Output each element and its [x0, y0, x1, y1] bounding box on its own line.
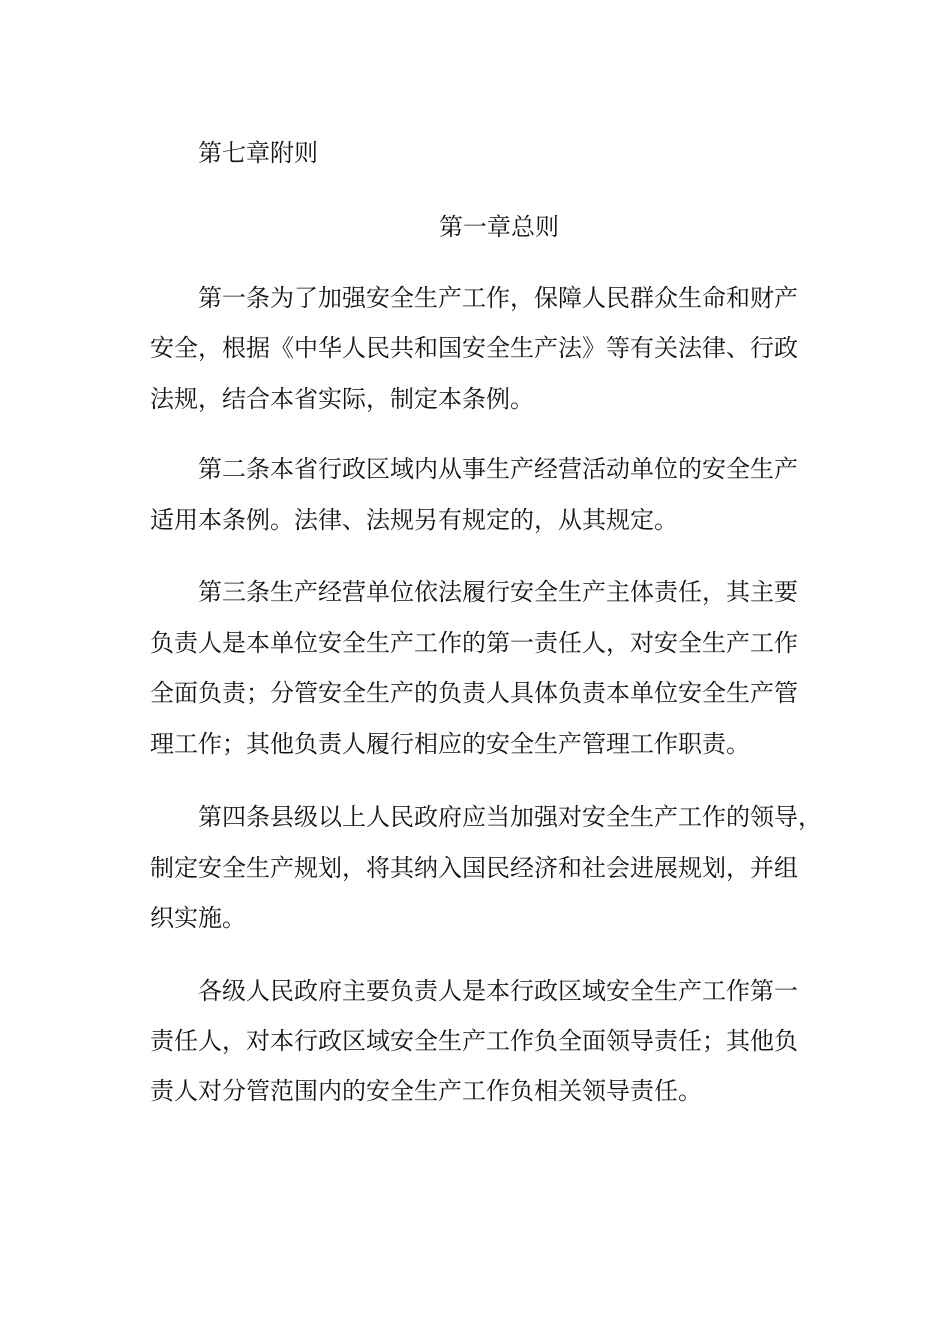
article-2-line-2: 适用本条例。法律、法规另有规定的，从其规定。 [150, 506, 678, 534]
chapter-seven-heading: 第七章附则 [198, 139, 318, 167]
article-4-line-2: 制定安全生产规划，将其纳入国民经济和社会进展规划，并组 [150, 854, 798, 882]
paragraph-5-line-2: 责任人，对本行政区域安全生产工作负全面领导责任；其他负 [150, 1027, 798, 1055]
article-3-line-4: 理工作；其他负责人履行相应的安全生产管理工作职责。 [150, 730, 750, 758]
chapter-one-heading: 第一章总则 [439, 213, 559, 241]
article-1-line-3: 法规，结合本省实际，制定本条例。 [150, 385, 534, 413]
article-4-line-3: 织实施。 [150, 904, 246, 932]
article-4-line-1: 第四条县级以上人民政府应当加强对安全生产工作的领导， [198, 803, 822, 831]
article-3-line-2: 负责人是本单位安全生产工作的第一责任人，对安全生产工作 [150, 629, 798, 657]
article-3-line-3: 全面负责；分管安全生产的负责人具体负责本单位安全生产管 [150, 679, 798, 707]
paragraph-5-line-1: 各级人民政府主要负责人是本行政区域安全生产工作第一 [198, 977, 798, 1005]
article-1-line-1: 第一条为了加强安全生产工作，保障人民群众生命和财产 [198, 284, 798, 312]
paragraph-5-line-3: 责人对分管范围内的安全生产工作负相关领导责任。 [150, 1077, 702, 1105]
article-2-line-1: 第二条本省行政区域内从事生产经营活动单位的安全生产 [198, 455, 798, 483]
article-3-line-1: 第三条生产经营单位依法履行安全生产主体责任，其主要 [198, 578, 798, 606]
article-1-line-2: 安全，根据《中华人民共和国安全生产法》等有关法律、行政 [150, 334, 798, 362]
